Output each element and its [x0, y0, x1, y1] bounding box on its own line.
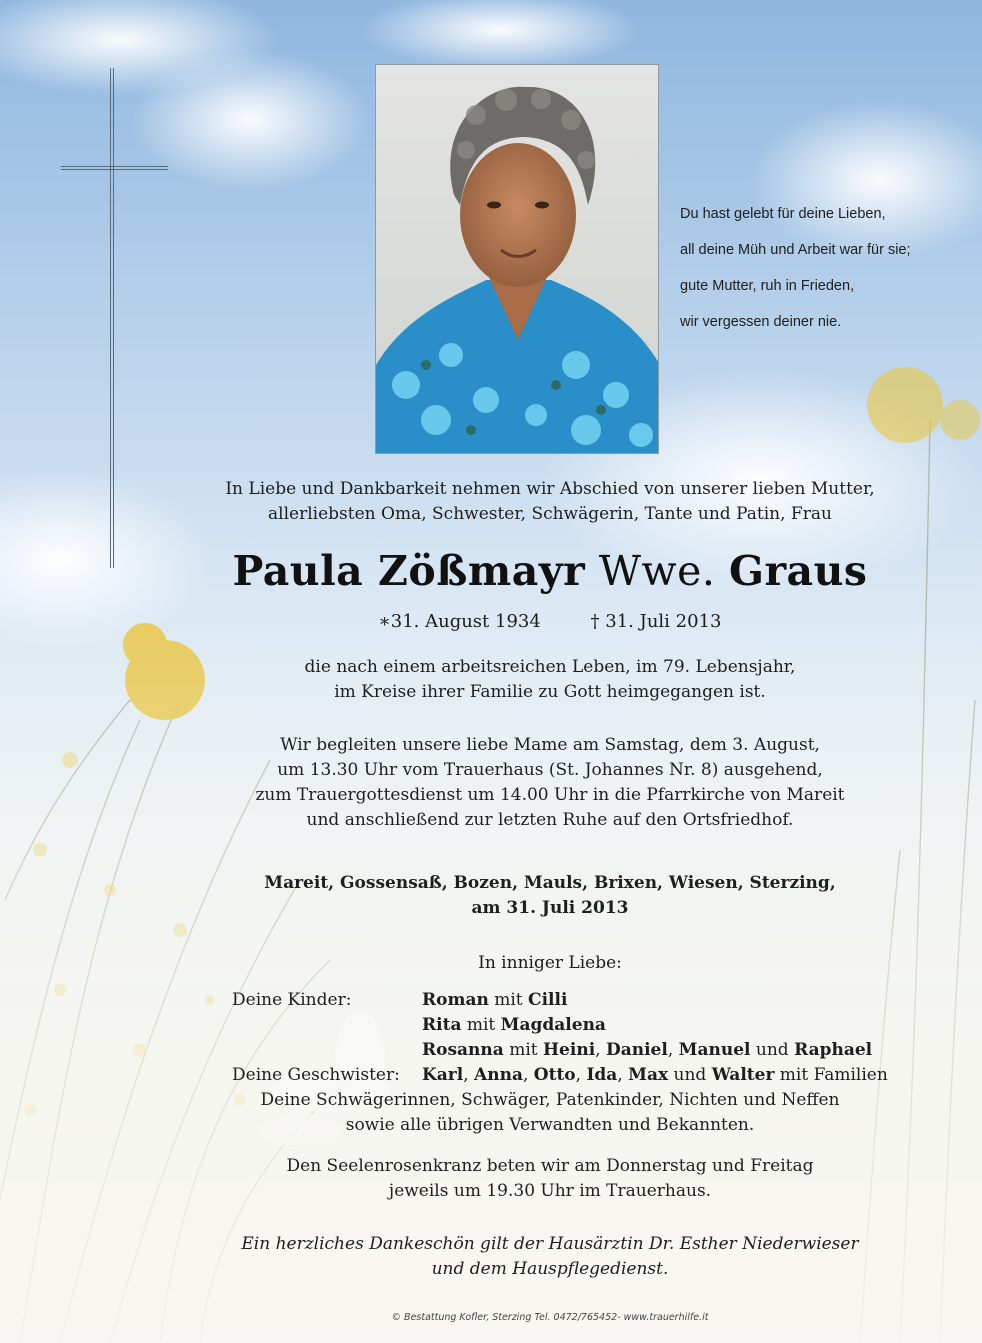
- family-row-children-3: [232, 1038, 952, 1063]
- cross-icon-horizontal: [61, 166, 168, 170]
- funeral-text: [150, 733, 950, 833]
- rosary-line: jeweils um 19.30 Uhr im Trauerhaus.: [388, 1181, 712, 1201]
- family-member: Manuel: [678, 1040, 751, 1060]
- places-date: am 31. Juli 2013: [471, 898, 629, 918]
- other-relatives: [150, 1088, 950, 1138]
- children-entry: [422, 988, 567, 1013]
- family-member: Magdalena: [500, 1015, 606, 1035]
- rosary-line: Den Seelenrosenkranz beten wir am Donnerstag und Freitag: [286, 1156, 814, 1176]
- life-line: die nach einem arbeitsreichen Leben, im 79. Lebensjahr,: [304, 657, 796, 677]
- portrait-photo: [375, 64, 659, 454]
- connector: mit: [488, 990, 529, 1010]
- connector: mit Familien: [774, 1065, 888, 1085]
- cross-icon-vertical: [110, 68, 114, 568]
- connector: ,: [595, 1040, 606, 1060]
- deceased-name: [150, 543, 950, 599]
- connector: ,: [575, 1065, 587, 1085]
- in-love-heading: In inniger Liebe:: [478, 953, 622, 973]
- family-member: Anna: [474, 1065, 523, 1085]
- family-member: Otto: [533, 1065, 576, 1085]
- rosary-notice: [150, 1154, 950, 1204]
- life-dates: [150, 609, 950, 635]
- family-member: Max: [628, 1065, 669, 1085]
- poem-line: all deine Müh und Arbeit war für sie;: [680, 242, 911, 258]
- others-line: sowie alle übrigen Verwandten und Bekannten.: [345, 1115, 755, 1135]
- funeral-line: Wir begleiten unsere liebe Mame am Samstag, dem 3. August,: [280, 735, 820, 755]
- places-line: Mareit, Gossensaß, Bozen, Mauls, Brixen, Wiesen, Sterzing,: [264, 873, 836, 893]
- connector: und: [668, 1065, 712, 1085]
- family-member: Walter: [711, 1065, 775, 1085]
- family-member: Karl: [422, 1065, 464, 1085]
- family-member: Roman: [422, 990, 489, 1010]
- name-first: Paula Zößmayr: [232, 547, 586, 595]
- poem-line: wir vergessen deiner nie.: [680, 314, 842, 330]
- family-member: Ida: [586, 1065, 618, 1085]
- family-row-children-2: [232, 1013, 952, 1038]
- thanks-note: [150, 1232, 950, 1282]
- connector: ,: [522, 1065, 534, 1085]
- intro-text: [150, 477, 950, 527]
- children-label: Deine Kinder:: [232, 990, 352, 1010]
- children-entry: [422, 1038, 872, 1063]
- family-row-children-1: [232, 988, 952, 1013]
- family-member: Rosanna: [422, 1040, 504, 1060]
- birth-date: ∗31. August 1934: [378, 611, 541, 632]
- funeral-line: und anschließend zur letzten Ruhe auf den Ortsfriedhof.: [306, 810, 794, 830]
- places-and-date: [150, 871, 950, 921]
- connector: und: [750, 1040, 795, 1060]
- family-member: Cilli: [528, 990, 568, 1010]
- name-last: Graus: [728, 547, 868, 595]
- name-widow-prefix: Wwe.: [598, 547, 716, 595]
- life-text: [150, 655, 950, 705]
- intro-line: allerliebsten Oma, Schwester, Schwägerin, Tante und Patin, Frau: [268, 504, 832, 524]
- connector: ,: [617, 1065, 629, 1085]
- thanks-line: und dem Hauspflegedienst.: [431, 1259, 669, 1279]
- family-row-siblings: [232, 1063, 952, 1088]
- intro-line: In Liebe und Dankbarkeit nehmen wir Abschied von unserer lieben Mutter,: [225, 479, 875, 499]
- memorial-poem: [680, 200, 950, 344]
- children-entry: [422, 1013, 606, 1038]
- poem-line: Du hast gelebt für deine Lieben,: [680, 206, 886, 222]
- thanks-line: Ein herzliches Dankeschön gilt der Hausärztin Dr. Esther Niederwieser: [241, 1234, 859, 1254]
- connector: mit: [503, 1040, 543, 1060]
- family-member: Daniel: [605, 1040, 668, 1060]
- family-member: Rita: [422, 1015, 462, 1035]
- family-list: [232, 988, 952, 1088]
- connector: ,: [463, 1065, 475, 1085]
- siblings-entry: [422, 1063, 888, 1088]
- siblings-label: Deine Geschwister:: [232, 1065, 400, 1085]
- family-member: Raphael: [794, 1040, 873, 1060]
- family-member: Heini: [543, 1040, 596, 1060]
- life-line: im Kreise ihrer Familie zu Gott heimgegangen ist.: [334, 682, 766, 702]
- poem-line: gute Mutter, ruh in Frieden,: [680, 278, 855, 294]
- connector: ,: [667, 1040, 679, 1060]
- footer-credit: © Bestattung Kofler, Sterzing Tel. 0472/765452- www.trauerhilfe.it: [391, 1312, 709, 1323]
- funeral-line: zum Trauergottesdienst um 14.00 Uhr in die Pfarrkirche von Mareit: [255, 785, 845, 805]
- connector: mit: [461, 1015, 501, 1035]
- death-date: † 31. Juli 2013: [590, 611, 722, 632]
- funeral-line: um 13.30 Uhr vom Trauerhaus (St. Johannes Nr. 8) ausgehend,: [277, 760, 823, 780]
- others-line: Deine Schwägerinnen, Schwäger, Patenkinder, Nichten und Neffen: [260, 1090, 840, 1110]
